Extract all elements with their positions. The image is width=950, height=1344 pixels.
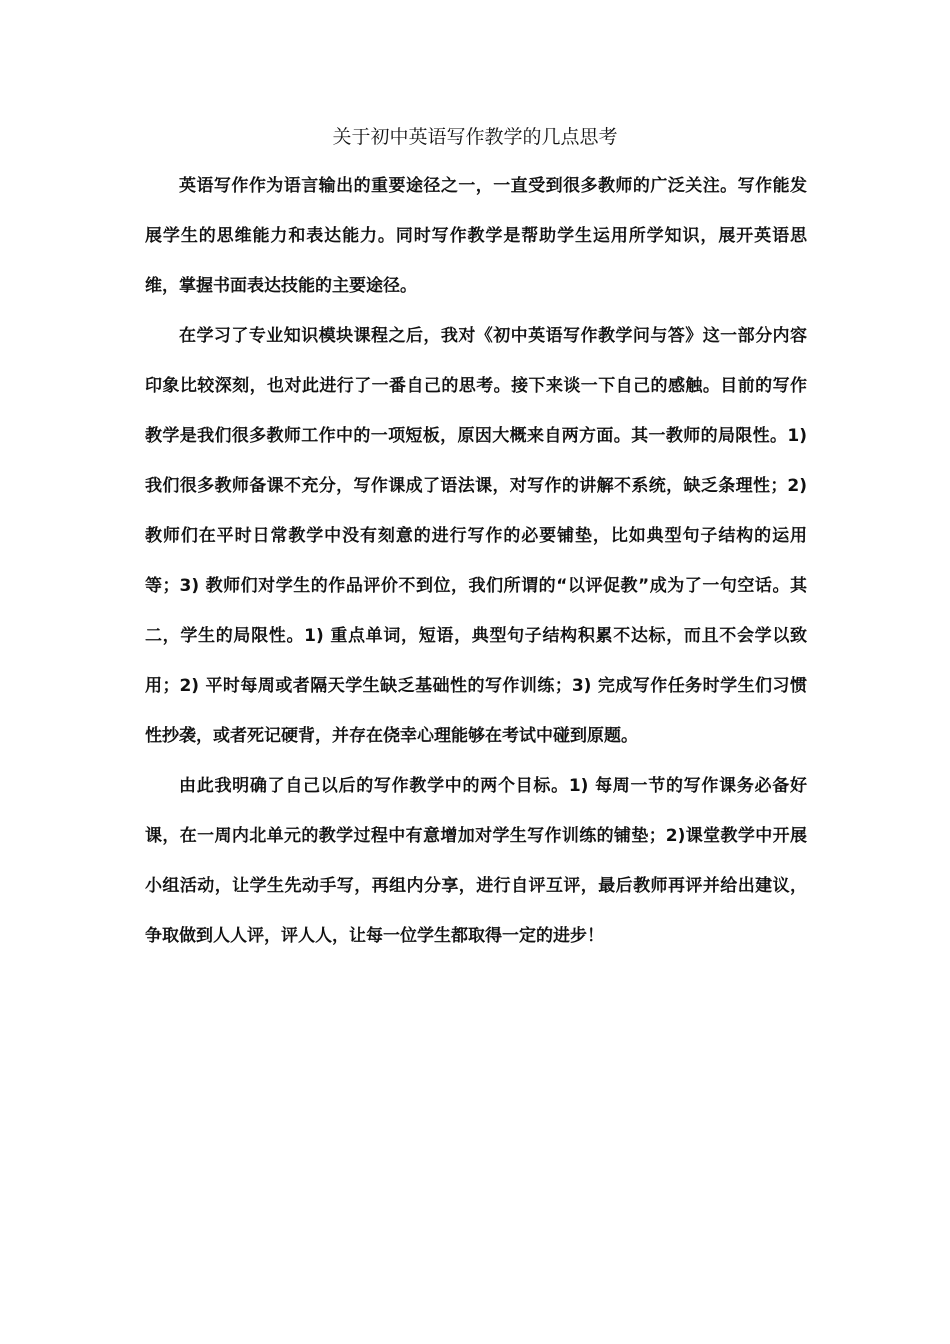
paragraph-goals: 由此我明确了自己以后的写作教学中的两个目标。1) 每周一节的写作课务必备好课，在一周内北单元的教学过程中有意增加对学生写作训练的铺垫；2)课堂教学中开展小组活动，让学生先动手写，再组内分享，进行自评互评，最后教师再评并给出建议，争取做到人人评，评人人，让每一位学生都取得一定的进步！ bbox=[145, 776, 807, 946]
document-body bbox=[145, 161, 807, 961]
document-title: 关于初中英语写作教学的几点思考 bbox=[332, 126, 618, 148]
paragraph-reflection: 在学习了专业知识模块课程之后，我对《初中英语写作教学问与答》这一部分内容印象比较深刻，也对此进行了一番自己的思考。接下来谈一下自己的感触。目前的写作教学是我们很多教师工作中的一项短板，原因大概来自两方面。其一教师的局限性。1) 我们很多教师备课不充分，写作课成了语法课，对写作的讲解不系统，缺乏条理性；2) 教师们在平时日常教学中没有刻意的进行写作的必要铺垫，比如典型句子结构的运用等；3) 教师们对学生的作品评价不到位，我们所谓的“以评促教”成为了一句空话。其二，学生的局限性。1) 重点单词，短语，典型句子结构积累不达标，而且不会学以致用；2) 平时每周或者隔天学生缺乏基础性的写作训练；3) 完成写作任务时学生们习惯性抄袭，或者死记硬背，并存在侥幸心理能够在考试中碰到原题。 bbox=[145, 326, 807, 746]
paragraph-intro: 英语写作作为语言输出的重要途径之一，一直受到很多教师的广泛关注。写作能发展学生的思维能力和表达能力。同时写作教学是帮助学生运用所学知识，展开英语思维，掌握书面表达技能的主要途径。 bbox=[145, 176, 807, 296]
